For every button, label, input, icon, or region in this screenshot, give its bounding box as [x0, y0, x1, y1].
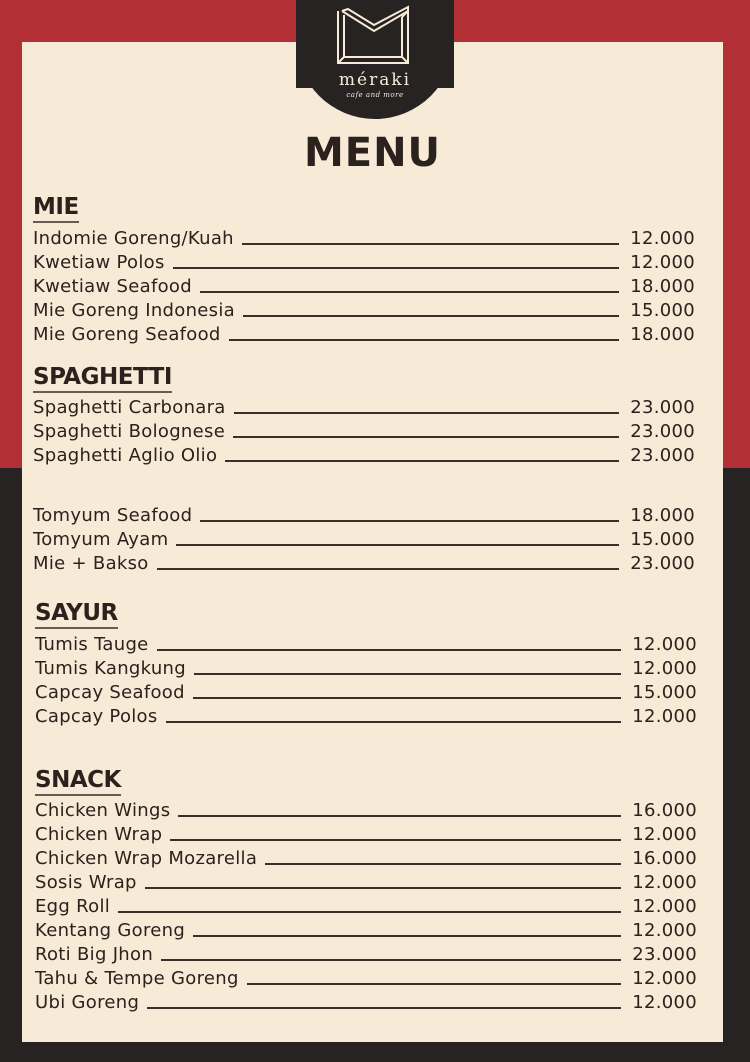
item-name: Mie Goreng Indonesia — [33, 300, 235, 321]
leader-line — [233, 436, 619, 438]
leader-line — [145, 887, 621, 889]
menu-item — [35, 656, 697, 680]
item-name: Kwetiaw Polos — [33, 252, 165, 273]
item-name: Tomyum Ayam — [33, 529, 169, 550]
item-price: 23.000 — [630, 553, 695, 574]
leader-line — [247, 983, 621, 985]
item-price: 23.000 — [630, 397, 695, 418]
leader-line — [229, 339, 619, 341]
leader-line — [157, 649, 621, 651]
menu-item — [35, 798, 697, 822]
leader-line — [265, 863, 621, 865]
menu-item — [35, 632, 697, 656]
section-title-snack: SNACK — [35, 767, 121, 796]
item-price: 12.000 — [632, 706, 697, 727]
menu-item — [33, 395, 695, 419]
item-price: 18.000 — [630, 324, 695, 345]
item-price: 23.000 — [630, 421, 695, 442]
item-name: Chicken Wrap — [35, 824, 163, 845]
item-price: 23.000 — [632, 944, 697, 965]
leader-line — [118, 911, 621, 913]
item-name: Tomyum Seafood — [33, 505, 193, 526]
leader-line — [147, 1007, 621, 1009]
menu-item — [33, 298, 695, 322]
menu-item — [33, 274, 695, 298]
menu-item — [35, 966, 697, 990]
item-price: 16.000 — [632, 800, 697, 821]
menu-item — [33, 551, 695, 575]
menu-item — [35, 704, 697, 728]
leader-line — [178, 815, 621, 817]
menu-item — [35, 942, 697, 966]
leader-line — [173, 267, 619, 269]
item-price: 16.000 — [632, 848, 697, 869]
leader-line — [157, 568, 619, 570]
brand-tagline: cafe and more — [346, 91, 404, 99]
menu-item — [35, 894, 697, 918]
menu-item — [33, 250, 695, 274]
leader-line — [166, 721, 621, 723]
menu-title: MENU — [303, 130, 442, 176]
menu-item — [35, 918, 697, 942]
menu-item — [35, 822, 697, 846]
item-price: 12.000 — [632, 872, 697, 893]
item-name: Tumis Kangkung — [35, 658, 186, 679]
item-name: Kentang Goreng — [35, 920, 186, 941]
leader-line — [194, 673, 621, 675]
brand-name: méraki — [338, 70, 412, 90]
menu-item — [35, 870, 697, 894]
item-name: Egg Roll — [35, 896, 111, 917]
item-price: 12.000 — [632, 824, 697, 845]
item-price: 15.000 — [632, 682, 697, 703]
item-name: Indomie Goreng/Kuah — [33, 228, 234, 249]
leader-line — [225, 460, 619, 462]
leader-line — [193, 697, 621, 699]
leader-line — [242, 243, 619, 245]
item-price: 12.000 — [632, 920, 697, 941]
item-name: Mie + Bakso — [33, 553, 149, 574]
menu-item — [33, 322, 695, 346]
section-title-mie: MIE — [33, 194, 79, 223]
item-name: Capcay Seafood — [35, 682, 185, 703]
item-price: 12.000 — [630, 228, 695, 249]
item-name: Kwetiaw Seafood — [33, 276, 192, 297]
item-name: Spaghetti Bolognese — [33, 421, 226, 442]
item-price: 18.000 — [630, 505, 695, 526]
meraki-logo-icon — [334, 5, 416, 67]
item-name: Spaghetti Aglio Olio — [33, 445, 218, 466]
item-price: 18.000 — [630, 276, 695, 297]
item-name: Roti Big Jhon — [35, 944, 154, 965]
item-price: 12.000 — [632, 634, 697, 655]
item-price: 23.000 — [630, 445, 695, 466]
item-price: 15.000 — [630, 529, 695, 550]
leader-line — [170, 839, 621, 841]
item-name: Sosis Wrap — [35, 872, 137, 893]
item-name: Chicken Wrap Mozarella — [35, 848, 258, 869]
menu-item — [33, 419, 695, 443]
item-price: 15.000 — [630, 300, 695, 321]
section-title-spaghetti: SPAGHETTI — [33, 364, 172, 393]
leader-line — [243, 315, 619, 317]
item-price: 12.000 — [632, 992, 697, 1013]
item-name: Spaghetti Carbonara — [33, 397, 226, 418]
leader-line — [161, 959, 621, 961]
menu-item — [33, 226, 695, 250]
item-name: Tumis Tauge — [35, 634, 149, 655]
menu-item — [35, 990, 697, 1014]
menu-item — [33, 443, 695, 467]
item-price: 12.000 — [632, 896, 697, 917]
section-title-sayur: SAYUR — [35, 600, 118, 629]
menu-item — [35, 680, 697, 704]
item-name: Tahu & Tempe Goreng — [35, 968, 239, 989]
item-price: 12.000 — [632, 968, 697, 989]
leader-line — [234, 412, 619, 414]
item-price: 12.000 — [630, 252, 695, 273]
item-name: Ubi Goreng — [35, 992, 140, 1013]
item-name: Capcay Polos — [35, 706, 158, 727]
leader-line — [200, 291, 619, 293]
leader-line — [200, 520, 619, 522]
item-name: Mie Goreng Seafood — [33, 324, 221, 345]
leader-line — [193, 935, 621, 937]
menu-item — [33, 527, 695, 551]
item-price: 12.000 — [632, 658, 697, 679]
leader-line — [176, 544, 619, 546]
menu-item — [35, 846, 697, 870]
menu-item — [33, 503, 695, 527]
item-name: Chicken Wings — [35, 800, 171, 821]
